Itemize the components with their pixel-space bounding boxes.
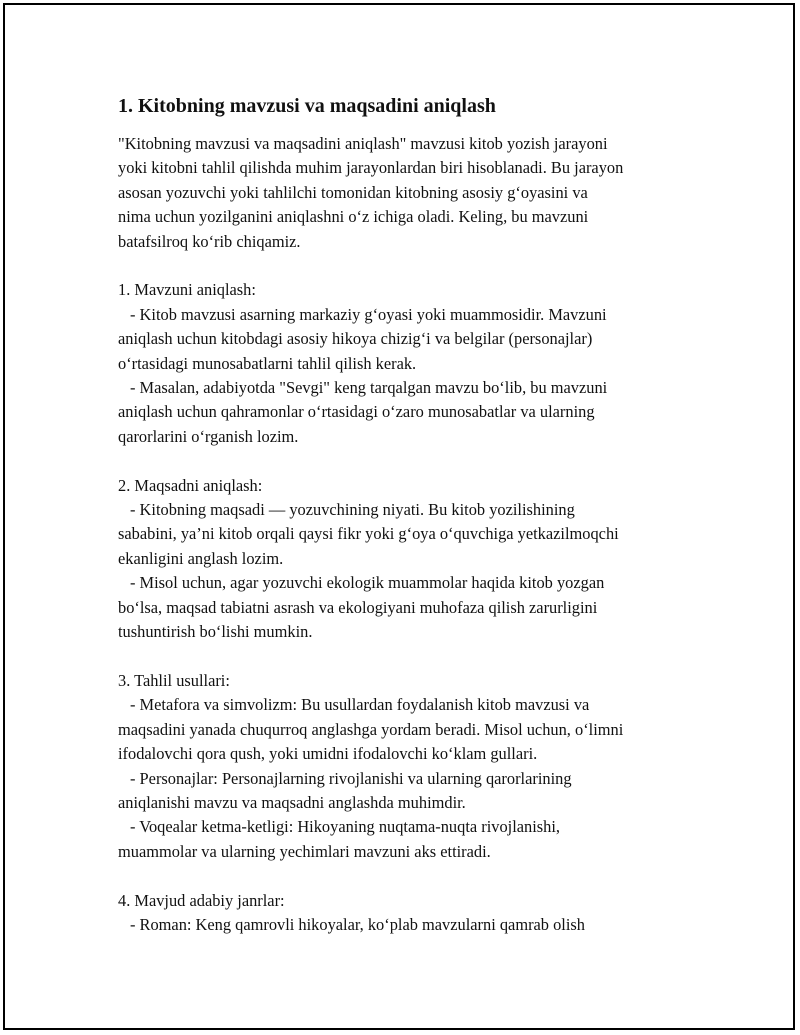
text-line: yoki kitobni tahlil qilishda muhim jarayonlardan biri hisoblanadi. Bu jarayon [118,158,624,178]
section-topic [118,278,718,449]
text-line: ifodalovchi qora qush, yoki umidni ifodalovchi ko‘klam gullari. [118,744,538,764]
document-title: 1. Kitobning mavzusi va maqsadini aniqlash [118,95,496,117]
text-line: qarorlarini o‘rganish lozim. [118,426,299,446]
intro-paragraph [118,132,718,254]
text-line: muammolar va ularning yechimlari mavzuni aks ettiradi. [118,841,491,861]
document-body [118,92,718,937]
spacer [118,449,718,473]
text-line: nima uchun yozilganini aniqlashni o‘z ichiga oladi. Keling, bu mavzuni [118,207,589,227]
section-genres [118,889,718,938]
text-line: - Kitob mavzusi asarning markaziy g‘oyasi yoki muammosidir. Mavzuni [130,304,607,324]
section-purpose [118,474,718,645]
section-heading: 3. Tahlil usullari: [118,670,230,690]
text-line: aniqlash uchun qahramonlar o‘rtasidagi o‘zaro munosabatlar va ularning [118,402,595,422]
spacer [118,254,718,278]
text-line: sababini, ya’ni kitob orqali qaysi fikr yoki g‘oya o‘quvchiga yetkazilmoqchi [118,524,619,544]
spacer [118,645,718,669]
text-line: "Kitobning mavzusi va maqsadini aniqlash" mavzusi kitob yozish jarayoni [118,134,608,153]
text-line: - Voqealar ketma-ketligi: Hikoyaning nuqtama-nuqta rivojlanishi, [130,817,561,837]
text-line: aniqlanishi mavzu va maqsadni anglashda muhimdir. [118,792,466,812]
text-line: - Personajlar: Personajlarning rivojlanishi va ularning qarorlarining [130,768,572,788]
text-line: tushuntirish bo‘lishi mumkin. [118,622,313,642]
text-line: aniqlash uchun kitobdagi asosiy hikoya chizig‘i va belgilar (personajlar) [118,329,593,349]
text-line: - Metafora va simvolizm: Bu usullardan foydalanish kitob mavzusi va [130,695,590,715]
spacer [118,864,718,888]
text-line: - Roman: Keng qamrovli hikoyalar, ko‘plab mavzularni qamrab olish [130,914,585,934]
text-line: batafsilroq ko‘rib chiqamiz. [118,231,301,251]
text-line: o‘rtasidagi munosabatlarni tahlil qilish kerak. [118,353,417,373]
text-line: maqsadini yanada chuqurroq anglashga yordam beradi. Misol uchun, o‘limni [118,719,624,739]
section-analysis-methods [118,669,718,864]
section-heading: 1. Mavzuni aniqlash: [118,280,256,300]
text-line: - Masalan, adabiyotda "Sevgi" keng tarqalgan mavzu bo‘lib, bu mavzuni [130,378,608,398]
text-line: bo‘lsa, maqsad tabiatni asrash va ekologiyani muhofaza qilish zarurligini [118,597,598,617]
text-line: asosan yozuvchi yoki tahlilchi tomonidan kitobning asosiy g‘oyasini va [118,182,588,202]
text-line: - Kitobning maqsadi — yozuvchining niyati. Bu kitob yozilishining [130,500,575,520]
section-heading: 2. Maqsadni aniqlash: [118,475,263,495]
text-line: - Misol uchun, agar yozuvchi ekologik muammolar haqida kitob yozgan [130,573,605,593]
section-heading: 4. Mavjud adabiy janrlar: [118,890,285,910]
text-line: ekanligini anglash lozim. [118,548,284,568]
